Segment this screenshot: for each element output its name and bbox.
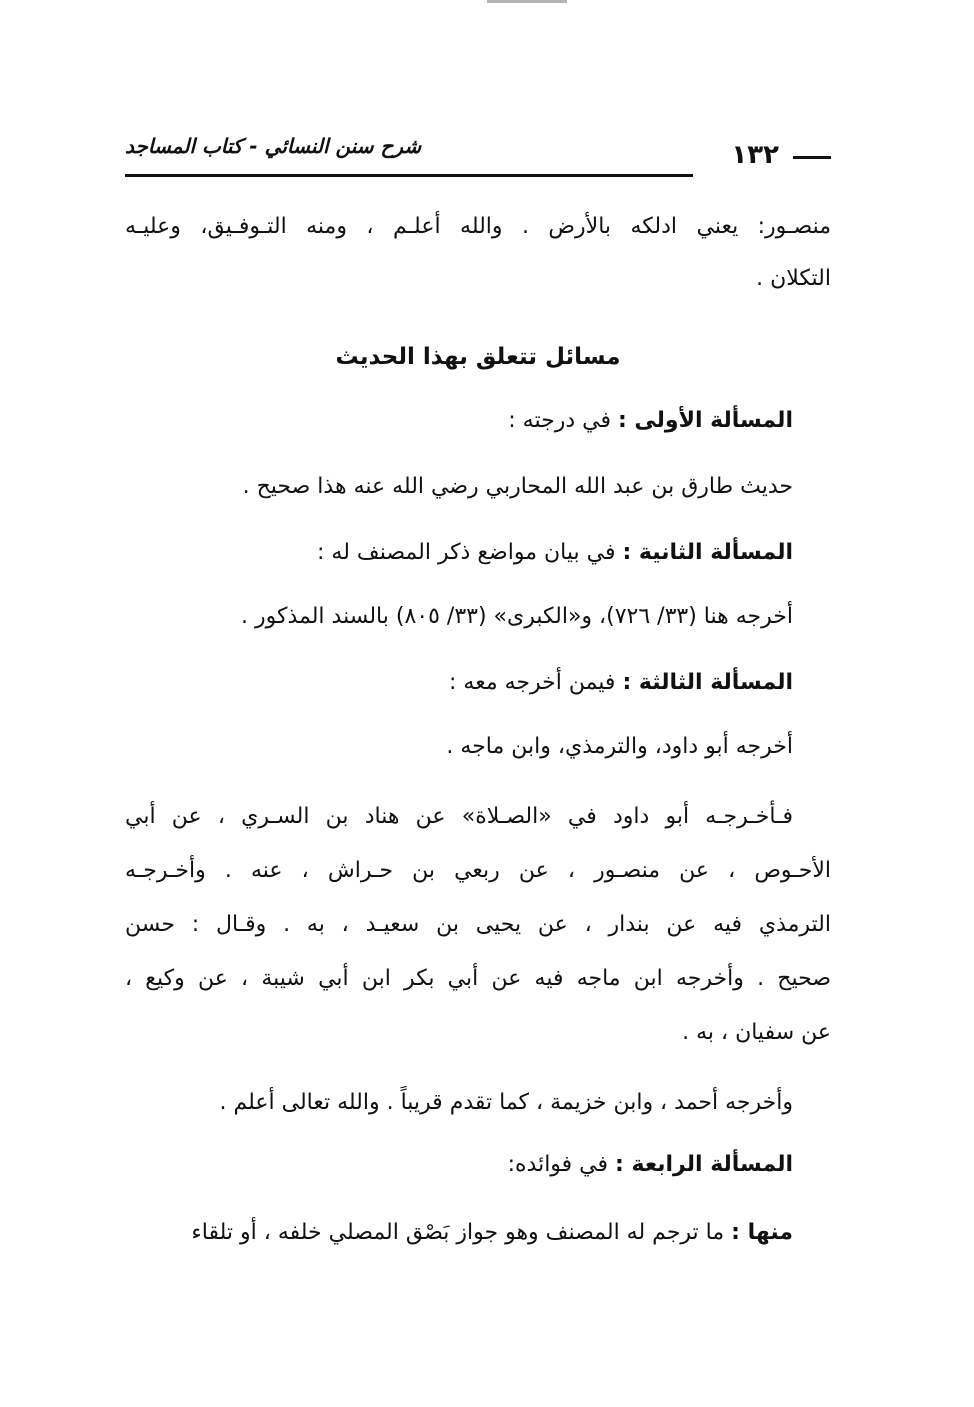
question-1-text: حديث طارق بن عبد الله المحاربي رضي الله عنه هذا صحيح . [242, 474, 793, 499]
question-1-label: المسألة الأولى : [617, 408, 793, 433]
benefit-text: ما ترجم له المصنف وهو جواز بَصْق المصلي خلفه ، أو تلقاء [191, 1220, 732, 1245]
paragraph-line-5: عن سفيان ، به . [682, 1020, 831, 1045]
question-1-heading [508, 404, 793, 438]
question-3-heading [449, 666, 793, 700]
question-3-title: فيمن أخرجه معه : [449, 670, 623, 695]
question-2-heading [317, 536, 793, 570]
question-3-text: أخرجه أبو داود، والترمذي، وابن ماجه . [446, 734, 793, 759]
paragraph-line-2: الأحـوص ، عن منصـور ، عن ربعي بن حـراش ، عنه . وأخـرجـه [125, 858, 831, 883]
header-rule [125, 174, 693, 177]
question-2-text: أخرجه هنا (٣٣/ ٧٢٦)، و«الكبرى» (٣٣/ ٨٠٥) بالسند المذكور . [241, 604, 793, 629]
intro-line-1: منصـور: يعني ادلكه بالأرض . والله أعلـم ، ومنه التـوفـيق، وعليـه [125, 214, 831, 239]
page-number-dash [793, 156, 831, 159]
question-4-heading [508, 1148, 793, 1182]
paragraph-2-text: وأخرجه أحمد ، وابن خزيمة ، كما تقدم قريباً . والله تعالى أعلم . [219, 1090, 793, 1115]
question-2-title: في بيان مواضع ذكر المصنف له : [317, 540, 623, 565]
benefit-line [125, 1216, 793, 1250]
question-2-label: المسألة الثانية : [622, 540, 793, 565]
top-edge-mark [487, 0, 567, 3]
intro-line-2: التكلان . [756, 266, 831, 291]
question-4-label: المسألة الرابعة : [615, 1152, 793, 1177]
question-1-title: في درجته : [508, 408, 618, 433]
section-heading: مسائل تتعلق بهذا الحديث [335, 344, 621, 370]
running-title: شرح سنن النسائي - كتاب المساجد [125, 134, 422, 158]
question-4-title: في فوائده: [507, 1152, 616, 1177]
paragraph-line-4: صحيح . وأخرجه ابن ماجه فيه عن أبي بكر ابن أبي شيبة ، عن وكيع ، [125, 966, 831, 991]
page-header [125, 132, 831, 180]
question-3-label: المسألة الثالثة : [622, 670, 793, 695]
paragraph-line-1: فـأخـرجـه أبو داود في «الصـلاة» عن هناد بن السـري ، عن أبي [125, 804, 793, 829]
benefit-label: منها : [731, 1220, 793, 1245]
paragraph-line-3: الترمذي فيه عن بندار ، عن يحيى بن سعيـد ، به . وقـال : حسن [125, 912, 831, 937]
page-number: ١٣٢ [731, 140, 779, 170]
